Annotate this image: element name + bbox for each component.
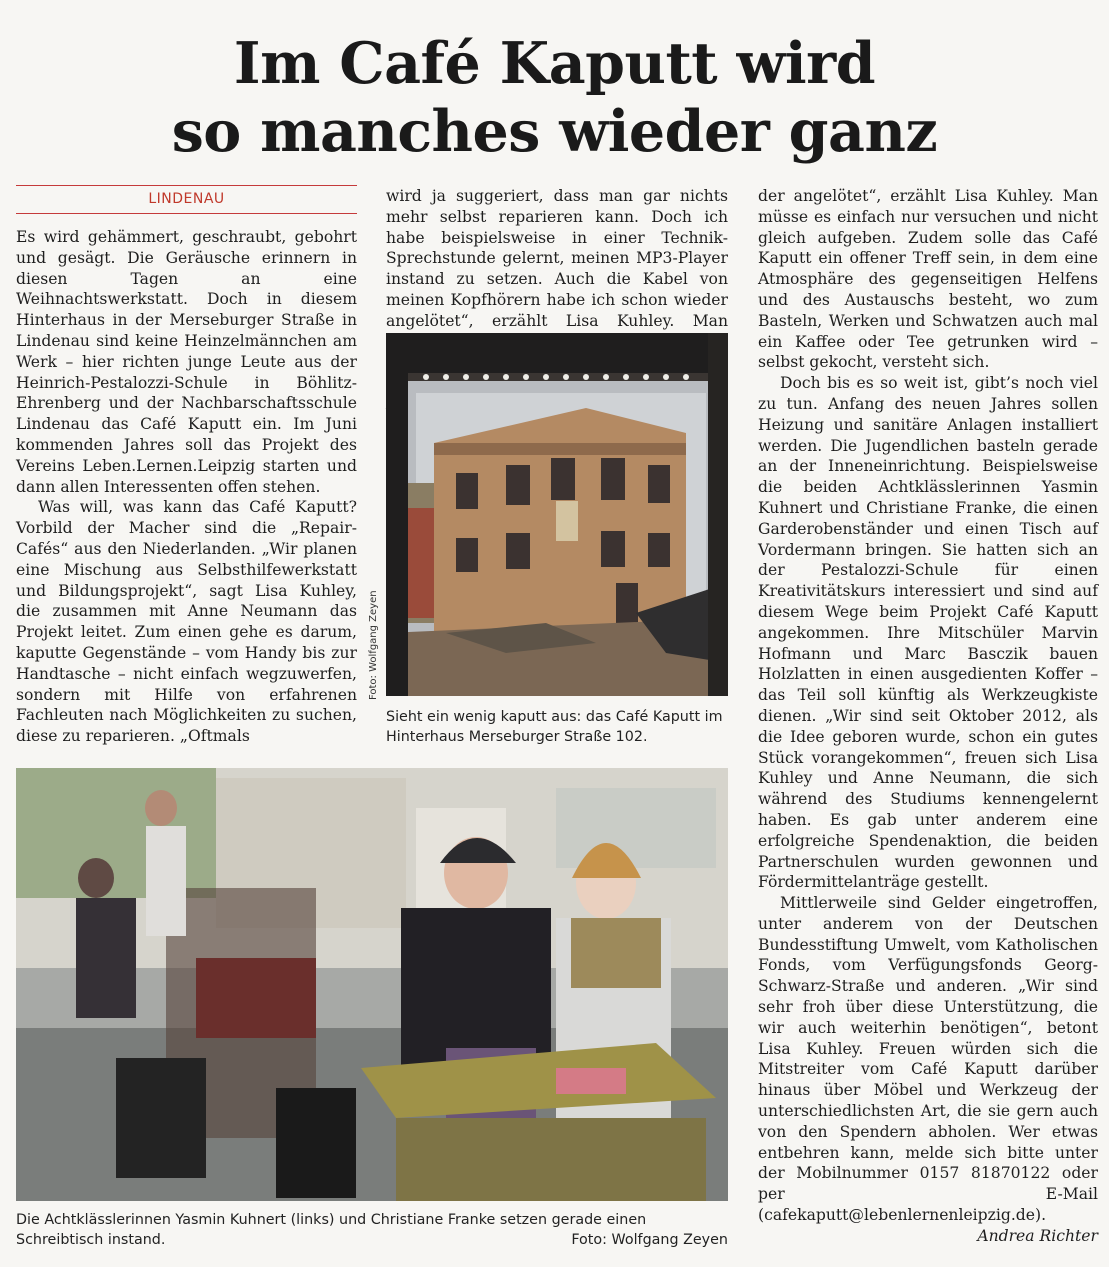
author: Andrea Richter <box>977 1226 1098 1245</box>
headline <box>0 30 1109 166</box>
paragraph: Mittlerweile sind Gelder eingetroffen, unter anderem von der Deutschen Bundesstiftung Umwelt, vom Katholischen Fonds, vom Verfügungsfonds Georg-Schwarz-Straße und anderen. „Wir sind sehr froh über diese Unterstützung, die wir auch weiterhin benötigen“, betont Lisa Kuhley. Freuen würden sich die Mitstreiter vom Café Kaputt darüber hinaus über Möbel und Werkzeug der unterschiedlichsten Art, die sie gern auch von den Spendern abholen. Wer etwas entbehren kann, melde sich bitte unter der Mobilnummer 0157 81870122 oder per E-Mail (cafekaputt@lebenlernenleipzig.de). <box>758 894 1098 1225</box>
headline-line-1: Im Café Kaputt wird <box>233 30 876 97</box>
headline-line-2: so manches wieder ganz <box>171 98 938 165</box>
column-1 <box>16 227 357 747</box>
paragraph: der angelötet“, erzählt Lisa Kuhley. Man müsse es einfach nur versuchen und nicht gleich aufgeben. Zudem solle das Café Kaputt ein offener Treff sein, in dem eine Atmosphäre des gegenseitigen Helfens und des Austauschs besteht, wo zum Basteln, Werken und Schwatzen auch mal ein Kaffee oder Tee getrunken wird – selbst gekocht, versteht sich. <box>758 187 1098 372</box>
photo-courtyard-building <box>386 333 728 696</box>
paragraph: Doch bis es so weit ist, gibt’s noch viel zu tun. Anfang des neuen Jahres sollen Heizung und sanitäre Anlagen installiert werden. Die Jugendlichen basteln gerade an der Inneneinrichtung. Beispielsweise die beiden Achtklässlerinnen Yasmin Kuhnert und Christiane Franke, die einen Garderobenständer und einen Tisch auf Vordermann bringen. Sie hatten sich an der Pestalozzi-Schule für einen Kreativitätskurs interessiert und sind auf diesem Wege beim Projekt Café Kaputt angekommen. Ihre Mitschüler Marvin Hofmann und Marc Basczik bauen Holzlatten in einen ausgedienten Koffer – das Teil soll künftig als Werkzeugkiste dienen. „Wir sind seit Oktober 2012, als die Idee geboren wurde, schon ein gutes Stück vorangekommen“, freuen sich Lisa Kuhley und Anne Neumann, die sich während des Studiums kennengelernt haben. Es gab unter anderem eine erfolgreiche Spendenaktion, die beiden Partnerschulen wurden gewonnen und Fördermittelanträge gestellt. <box>758 374 1098 892</box>
paragraph: Was will, was kann das Café Kaputt? Vorbild der Macher sind die „Repair-Cafés“ aus den Niederlanden. „Wir planen eine Mischung aus Selbsthilfewerkstatt und Bildungsprojekt“, sagt Lisa Kuhley, die zusammen mit Anne Neumann das Projekt leitet. Zum einen gehe es darum, kaputte Gegenstände – vom Handy bis zur Handtasche – nicht einfach wegzuwerfen, sondern mit Hilfe von erfahrenen Fachleuten nach Möglichkeiten zu suchen, diese zu reparieren. „Oftmals <box>16 498 357 746</box>
column-2 <box>386 186 728 330</box>
courtyard-illustration <box>386 333 728 696</box>
photo-1-caption: Sieht ein wenig kaputt aus: das Café Kaputt im Hinterhaus Merseburger Straße 102. <box>386 709 723 745</box>
photo-students-desk <box>16 768 728 1201</box>
photo-2-caption <box>16 1210 728 1250</box>
photo-1-credit: Foto: Wolfgang Zeyen <box>368 590 379 700</box>
paragraph: Es wird gehämmert, geschraubt, gebohrt und gesägt. Die Geräusche erinnern in diesen Tagen an eine Weihnachtswerkstatt. Doch in diesem Hinterhaus in der Merseburger Straße in Lindenau sind keine Heinzelmännchen am Werk – hier richten junge Leute aus der Heinrich-Pestalozzi-Schule in Böhlitz-Ehrenberg und der Nachbarschaftsschule Lindenau das Café Kaputt ein. Im Juni kommenden Jahres soll das Projekt des Vereins Leben.Lernen.Leipzig starten und dann allen Interessenten offen stehen. <box>16 228 357 496</box>
photo-2-credit: Foto: Wolfgang Zeyen <box>571 1232 728 1248</box>
students-illustration <box>16 768 728 1201</box>
column-3 <box>758 186 1098 1247</box>
photo-2-caption-text: Die Achtklässlerinnen Yasmin Kuhnert (links) und Christiane Franke setzen gerade einen Schreibtisch instand. <box>16 1212 647 1248</box>
paragraph: wird ja suggeriert, dass man gar nichts mehr selbst reparieren kann. Doch ich habe beispielsweise in einer Technik-Sprechstunde gelernt, meinen MP3-Player instand zu setzen. Auch die Kabel von meinen Kopfhörern habe ich schon wieder angelötet“, erzählt Lisa Kuhley. Man <box>386 187 728 330</box>
rubric: LINDENAU <box>16 185 357 214</box>
